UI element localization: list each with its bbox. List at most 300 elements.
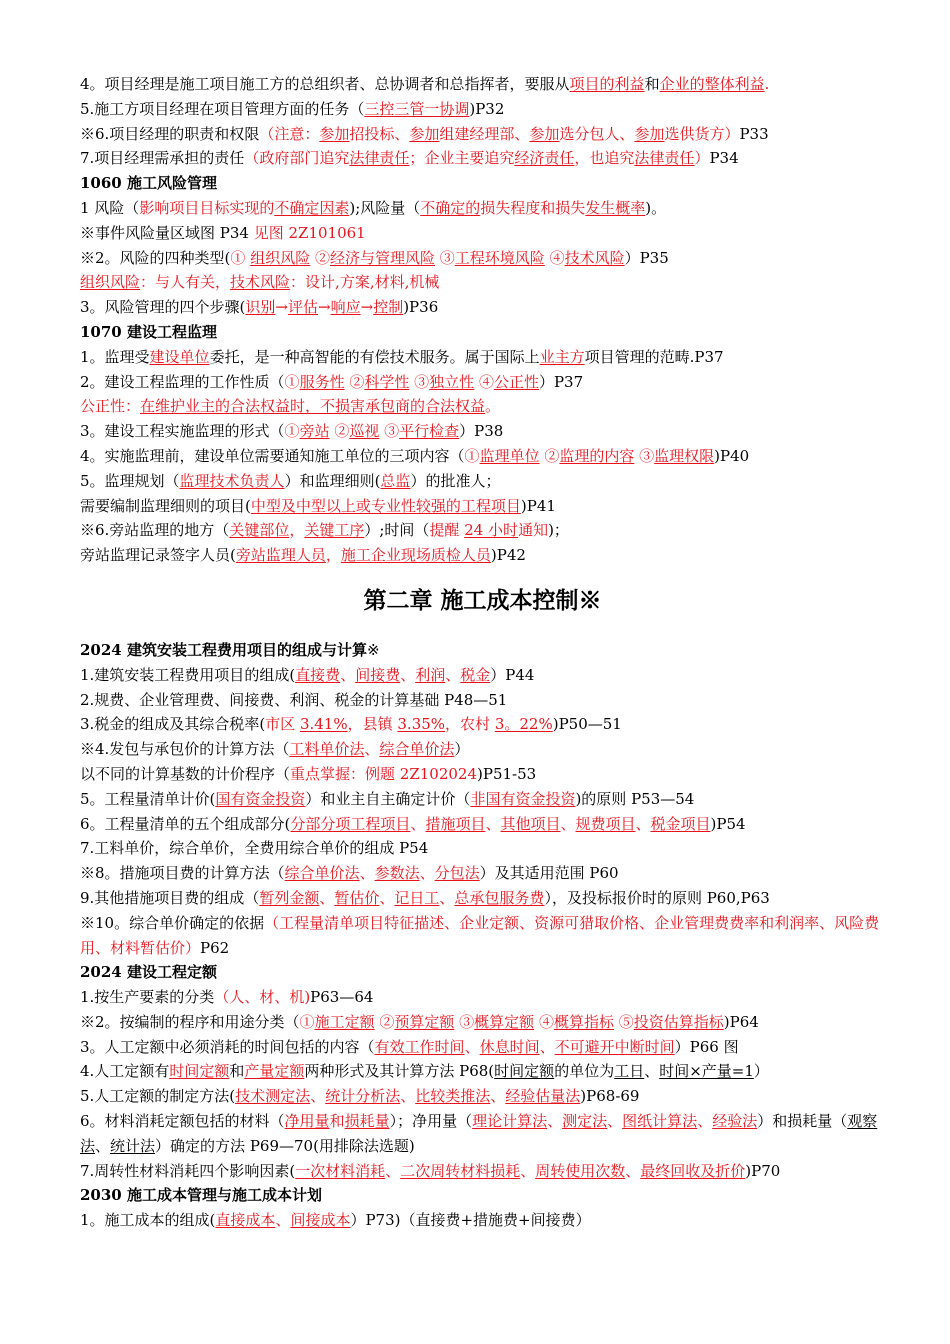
highlight-text: 综合单价法 bbox=[284, 864, 360, 883]
highlight-text: 技术风险 bbox=[564, 248, 625, 267]
text-segment: 4.人工定额有 bbox=[80, 1062, 170, 1081]
highlight-text: 、 bbox=[464, 1037, 480, 1056]
note-line bbox=[80, 1109, 885, 1159]
note-line bbox=[80, 221, 885, 246]
highlight-text: 评估 bbox=[288, 298, 319, 317]
highlight-text: 不确定因素 bbox=[274, 198, 350, 217]
highlight-text: ③ bbox=[409, 372, 430, 391]
highlight-text: ：与人有关， bbox=[140, 273, 231, 292]
note-line bbox=[80, 72, 885, 97]
heading-text: 2024 建设工程定额 bbox=[80, 963, 217, 982]
highlight-text: 重点掌握：例题 2Z102024 bbox=[290, 764, 478, 783]
section-heading bbox=[80, 320, 885, 345]
highlight-text: 技术测定法 bbox=[235, 1087, 311, 1106]
note-line bbox=[80, 543, 885, 568]
highlight-text: 3。22% bbox=[494, 715, 553, 734]
highlight-text: 通知 bbox=[518, 521, 549, 540]
highlight-text: 税金 bbox=[460, 665, 491, 684]
highlight-text: 、 bbox=[319, 888, 335, 907]
highlight-text: 公正性： bbox=[80, 397, 141, 416]
highlight-text: 、 bbox=[520, 1161, 536, 1180]
highlight-text: 损失程度和损失 bbox=[480, 198, 586, 217]
text-segment: 2.规费、企业管理费、间接费、利润、税金的计算基础 P48—51 bbox=[80, 690, 508, 709]
highlight-text: 、 bbox=[697, 1112, 713, 1131]
highlight-text: ② bbox=[329, 422, 350, 441]
highlight-text: 市区 bbox=[265, 715, 300, 734]
note-line bbox=[80, 663, 885, 688]
text-segment: )P32 bbox=[469, 99, 505, 118]
highlight-text: 间接费 bbox=[355, 665, 401, 684]
highlight-text: 组织风险 bbox=[80, 273, 141, 292]
text-segment: 和 bbox=[644, 75, 660, 93]
text-segment: 7.周转性材料消耗四个影响因素( bbox=[80, 1161, 296, 1180]
highlight-text: 总监 bbox=[380, 471, 411, 490]
highlight-text: ② bbox=[310, 248, 330, 267]
text-segment: )P36 bbox=[403, 298, 439, 317]
highlight-text: 休息时间 bbox=[479, 1037, 540, 1056]
text-segment: ※ bbox=[366, 640, 380, 659]
highlight-text: 措施项目 bbox=[425, 814, 486, 833]
section-heading bbox=[80, 1183, 885, 1208]
text-segment: P34 bbox=[709, 149, 739, 168]
text-segment: )P50—51 bbox=[552, 715, 622, 734]
heading-text: 2030 施工成本管理与施工成本计划 bbox=[80, 1186, 322, 1205]
section-heading bbox=[80, 171, 885, 196]
text-segment: ※6.旁站监理的地方（ bbox=[80, 521, 230, 540]
highlight-text: ④ bbox=[534, 1012, 554, 1031]
text-segment: 委托，是一种高智能的有偿技术服务。属于国际上 bbox=[209, 347, 540, 366]
text-segment: 1。施工成本的组成( bbox=[80, 1211, 216, 1230]
highlight-text: ① bbox=[284, 422, 300, 441]
text-segment: 7.工料单价，综合单价，全费用综合单价的组成 P54 bbox=[80, 839, 429, 858]
highlight-text: 直接成本 bbox=[215, 1211, 276, 1230]
text-segment: ）P66 图 bbox=[674, 1037, 739, 1056]
highlight-text: ② bbox=[539, 446, 560, 465]
highlight-text: 参数法 bbox=[374, 864, 420, 883]
highlight-text: ③ bbox=[435, 248, 455, 267]
highlight-text: 间接成本 bbox=[290, 1211, 351, 1230]
highlight-text: 非国有资金投资 bbox=[470, 789, 576, 808]
highlight-text: 、 bbox=[539, 1037, 555, 1056]
text-segment: 5.人工定额的制定方法( bbox=[80, 1087, 236, 1106]
document-page bbox=[80, 72, 885, 1233]
text-segment: ）确定的方法 P69—70(用排除法选题) bbox=[155, 1136, 415, 1155]
highlight-text: 综合单价法 bbox=[379, 740, 455, 759]
note-line bbox=[80, 246, 885, 271]
highlight-text: 利润 bbox=[415, 665, 446, 684]
highlight-text: 损耗量 bbox=[344, 1112, 390, 1131]
text-segment: ※4.发包与承包价的计算方法（ bbox=[80, 740, 290, 759]
highlight-text: ④ bbox=[544, 248, 565, 267]
highlight-text: 时间定额 bbox=[169, 1062, 230, 1081]
note-line bbox=[80, 196, 885, 221]
highlight-text: ② bbox=[344, 372, 365, 391]
text-segment: 6。材料消耗定额包括的材料（ bbox=[80, 1112, 285, 1131]
highlight-text: 旁站 bbox=[299, 422, 330, 441]
highlight-text: ：设计,方案,材料,机械 bbox=[290, 273, 440, 292]
highlight-text: 参加 bbox=[409, 124, 440, 143]
note-line bbox=[80, 836, 885, 861]
highlight-text: 、 bbox=[410, 814, 426, 833]
note-line bbox=[80, 712, 885, 737]
highlight-text: 、 bbox=[445, 665, 461, 684]
highlight-text: 、 bbox=[275, 1211, 291, 1230]
highlight-text: 经验法 bbox=[712, 1112, 758, 1131]
section-heading bbox=[80, 638, 885, 663]
text-segment: ）；净用量（ bbox=[389, 1112, 473, 1131]
highlight-text: ，也追究 bbox=[574, 149, 635, 168]
highlight-text: 比较类推法 bbox=[415, 1087, 491, 1106]
highlight-text: 响应 bbox=[330, 298, 361, 317]
text-segment: 5。监理规划（ bbox=[80, 471, 180, 490]
text-segment: ※2。按编制的程序和用途分类（ bbox=[80, 1012, 300, 1031]
highlight-text: 工程环境风险 bbox=[454, 248, 545, 267]
highlight-text: 施工定额 bbox=[314, 1012, 375, 1031]
highlight-text: 总承包服务费 bbox=[454, 888, 545, 907]
highlight-text: 、 bbox=[400, 665, 416, 684]
highlight-text: 统计分析法 bbox=[325, 1087, 401, 1106]
highlight-text: 、 bbox=[439, 888, 455, 907]
text-segment: 工日 bbox=[614, 1062, 645, 1081]
highlight-text: 识别 bbox=[245, 298, 276, 317]
text-segment: 旁站监理记录签字人员( bbox=[80, 546, 236, 565]
text-segment: 统计法 bbox=[110, 1136, 156, 1155]
highlight-text: ① bbox=[464, 446, 480, 465]
highlight-text: 监理权限 bbox=[654, 446, 715, 465]
highlight-text: 关键工序 bbox=[304, 521, 365, 540]
highlight-text: 一次材料消耗 bbox=[295, 1161, 386, 1180]
note-line bbox=[80, 518, 885, 543]
highlight-text: 3.41% bbox=[299, 715, 348, 734]
highlight-text: 3.35% bbox=[397, 715, 446, 734]
text-segment: )的原则 P53—54 bbox=[575, 789, 695, 808]
note-line bbox=[80, 146, 885, 171]
highlight-text: 、 bbox=[359, 864, 375, 883]
note-line bbox=[80, 419, 885, 444]
note-line bbox=[80, 394, 885, 419]
text-segment: 2。建设工程监理的工作性质（ bbox=[80, 372, 285, 391]
note-line bbox=[80, 886, 885, 911]
highlight-text: 分包法 bbox=[434, 864, 480, 883]
highlight-text: 国有资金投资 bbox=[215, 789, 306, 808]
highlight-text: 有效工作时间 bbox=[374, 1037, 465, 1056]
note-line bbox=[80, 762, 885, 787]
text-segment: ）P38 bbox=[459, 422, 504, 441]
highlight-text: ④ bbox=[474, 372, 494, 391]
highlight-text: 见图 2Z101061 bbox=[253, 223, 366, 242]
note-line bbox=[80, 444, 885, 469]
highlight-text: 、 bbox=[340, 665, 356, 684]
highlight-text: 组建经理部、 bbox=[439, 124, 530, 143]
text-segment: ）的批准人； bbox=[410, 471, 501, 490]
text-segment: ）P44 bbox=[490, 665, 535, 684]
highlight-text: ；企业主要追究 bbox=[409, 149, 515, 168]
text-segment: 观察法 bbox=[80, 1112, 878, 1155]
text-segment: ），及投标报价时的原则 P60,P63 bbox=[544, 888, 770, 907]
text-segment: 3。风险管理的四个步骤( bbox=[80, 298, 246, 317]
highlight-text: 经验估量法 bbox=[505, 1087, 581, 1106]
text-segment: 1。监理受 bbox=[80, 347, 150, 366]
text-segment: P33 bbox=[739, 124, 769, 143]
highlight-text: 预算定额 bbox=[394, 1012, 455, 1031]
note-line bbox=[80, 737, 885, 762]
highlight-text: 项目的利益 bbox=[569, 75, 645, 93]
highlight-text: 24 小时 bbox=[464, 521, 519, 540]
heading-text: 2024 建筑安装工程费用项目的组成与计算 bbox=[80, 640, 367, 659]
text-segment: ※6.项目经理的职责和权限 bbox=[80, 124, 260, 143]
highlight-text: 、 bbox=[364, 740, 380, 759]
highlight-text: 不确定的 bbox=[420, 198, 481, 217]
highlight-text: 暂列金额 bbox=[259, 888, 320, 907]
highlight-text: 提醒 bbox=[429, 521, 465, 540]
highlight-text: 参加 bbox=[634, 124, 665, 143]
highlight-text: 、 bbox=[400, 1087, 416, 1106]
highlight-text: → bbox=[275, 298, 288, 317]
highlight-text: → bbox=[318, 298, 331, 317]
note-line bbox=[80, 295, 885, 320]
highlight-text: 、 bbox=[419, 864, 435, 883]
text-segment: ）和监理细则( bbox=[284, 471, 381, 490]
highlight-text: 税金项目 bbox=[650, 814, 711, 833]
note-line bbox=[80, 270, 885, 295]
text-segment: ）;时间（ bbox=[364, 521, 430, 540]
highlight-text: 、 bbox=[635, 814, 651, 833]
text-segment: )P41 bbox=[520, 496, 556, 515]
highlight-text: 、 bbox=[485, 814, 501, 833]
text-segment: ※事件风险量区域图 P34 bbox=[80, 223, 254, 242]
highlight-text: 巡视 bbox=[349, 422, 380, 441]
highlight-text: 。 bbox=[485, 397, 501, 416]
highlight-text: 技术风险 bbox=[230, 273, 291, 292]
note-line bbox=[80, 97, 885, 122]
text-segment: 1.按生产要素的分类 bbox=[80, 988, 215, 1007]
highlight-text: 中型及中型以上或专业性较强的工程项目 bbox=[250, 496, 521, 515]
highlight-text: ③ bbox=[454, 1012, 475, 1031]
text-segment: ）P73)（直接费+措施费+间接费） bbox=[350, 1211, 591, 1230]
highlight-text: 其他项目 bbox=[500, 814, 561, 833]
highlight-text: 投资估算指标 bbox=[633, 1012, 724, 1031]
text-segment: ）P37 bbox=[538, 372, 584, 391]
highlight-text: 监理单位 bbox=[479, 446, 540, 465]
text-segment: 5。工程量清单计价( bbox=[80, 789, 216, 808]
text-segment: 项目管理的范畴.P37 bbox=[584, 347, 724, 366]
highlight-text: 工料单价法 bbox=[289, 740, 365, 759]
highlight-text: 概算定额 bbox=[474, 1012, 535, 1031]
highlight-text: 服务性 bbox=[299, 372, 345, 391]
highlight-text: 分部分项工程项目 bbox=[290, 814, 411, 833]
chapter-two-section bbox=[80, 638, 885, 1233]
highlight-text: 、 bbox=[607, 1112, 623, 1131]
text-segment: ）和损耗量（ bbox=[757, 1112, 848, 1131]
highlight-text: 招投标、 bbox=[349, 124, 410, 143]
highlight-text: （注意： bbox=[259, 124, 320, 143]
highlight-text: 法律责任 bbox=[634, 149, 695, 168]
text-segment: 9.其他措施项目费的组成（ bbox=[80, 888, 260, 907]
text-segment: )； bbox=[548, 521, 569, 540]
highlight-text: 独立性 bbox=[429, 372, 475, 391]
text-segment: )P51-53 bbox=[477, 764, 537, 783]
highlight-text: （工程量清单项目特征描述、企业定额、资源可猎取价格、企业管理费费率和利润率、风险费用、材料暂估价） bbox=[80, 913, 880, 957]
text-segment: 以不同的计算基数的计价程序（ bbox=[80, 764, 291, 783]
highlight-text: ⑤ bbox=[613, 1012, 634, 1031]
text-segment: 需要编制监理细则的项目( bbox=[80, 496, 251, 515]
highlight-text: ，农村 bbox=[445, 715, 495, 734]
chapter-one-section bbox=[80, 72, 885, 568]
highlight-text: 暂估价 bbox=[334, 888, 380, 907]
note-line bbox=[80, 985, 885, 1010]
text-segment: ） bbox=[454, 740, 470, 759]
highlight-text: ， bbox=[289, 521, 305, 540]
highlight-text: 影响项目目标实现的 bbox=[139, 198, 275, 217]
text-segment: ※2。风险的四种类型( bbox=[80, 248, 231, 267]
highlight-text: 图纸计算法 bbox=[622, 1112, 698, 1131]
highlight-text: 建设单位 bbox=[149, 347, 210, 366]
highlight-text: 、 bbox=[385, 1161, 401, 1180]
chapter-title: 第二章 施工成本控制※ bbox=[363, 586, 602, 614]
highlight-text: ① bbox=[284, 372, 300, 391]
highlight-text: （政府部门追究 bbox=[244, 149, 350, 168]
highlight-text: 周转使用次数 bbox=[535, 1161, 626, 1180]
text-segment: ） bbox=[753, 1062, 769, 1081]
highlight-text: 监理的内容 bbox=[559, 446, 635, 465]
highlight-text: 、 bbox=[379, 888, 395, 907]
highlight-text: 规费项目 bbox=[575, 814, 636, 833]
text-segment: 时间×产量=1 bbox=[659, 1062, 754, 1081]
text-segment: 4。项目经理是施工项目施工方的总组织者、总协调者和总指挥者，要服从 bbox=[80, 75, 570, 93]
text-segment: )P68-69 bbox=[580, 1087, 640, 1106]
text-segment: ）P35 bbox=[624, 248, 669, 267]
highlight-text: 、 bbox=[490, 1087, 506, 1106]
highlight-text: 选分包人、 bbox=[559, 124, 635, 143]
note-line bbox=[80, 911, 885, 961]
text-segment: 7.项目经理需承担的责任 bbox=[80, 149, 245, 168]
text-segment: P62 bbox=[200, 938, 230, 957]
highlight-text: 参加 bbox=[529, 124, 560, 143]
note-line bbox=[80, 1208, 885, 1233]
text-segment: ）和业主自主确定计价（ bbox=[305, 789, 471, 808]
text-segment: )P40 bbox=[714, 446, 750, 465]
text-segment: 6。工程量清单的五个组成部分( bbox=[80, 814, 291, 833]
highlight-text: 业主方 bbox=[539, 347, 585, 366]
highlight-text: 净用量 bbox=[284, 1112, 330, 1131]
text-segment: ）及其适用范围 P60 bbox=[479, 864, 619, 883]
text-segment: ※10。综合单价确定的依据 bbox=[80, 913, 265, 932]
highlight-text: ③ bbox=[634, 446, 655, 465]
note-line bbox=[80, 494, 885, 519]
highlight-text: 科学性 bbox=[364, 372, 410, 391]
text-segment: 时间定额 bbox=[494, 1062, 555, 1081]
highlight-text: . bbox=[764, 75, 770, 93]
note-line bbox=[80, 1059, 885, 1084]
highlight-text: 参加 bbox=[319, 124, 350, 143]
highlight-text: ① bbox=[230, 248, 251, 267]
text-segment: 5.施工方项目经理在项目管理方面的任务（ bbox=[80, 99, 365, 118]
highlight-text: 监理技术负责人 bbox=[179, 471, 285, 490]
highlight-text: 施工企业现场质检人员 bbox=[340, 546, 491, 565]
note-line bbox=[80, 370, 885, 395]
note-line bbox=[80, 812, 885, 837]
highlight-text: → bbox=[360, 298, 374, 317]
text-segment: P63—64 bbox=[310, 988, 374, 1007]
highlight-text: 概算指标 bbox=[553, 1012, 614, 1031]
highlight-text: 理论计算法 bbox=[472, 1112, 548, 1131]
highlight-text: ① bbox=[299, 1012, 315, 1031]
highlight-text: ② bbox=[374, 1012, 395, 1031]
highlight-text: 最终回收及折价 bbox=[640, 1161, 746, 1180]
highlight-text: ） bbox=[694, 149, 710, 168]
highlight-text: 经济责任 bbox=[514, 149, 575, 168]
highlight-text: 记日工 bbox=[394, 888, 440, 907]
text-segment: ※8。措施项目费的计算方法（ bbox=[80, 864, 285, 883]
note-line bbox=[80, 345, 885, 370]
highlight-text: 三控三管一协调 bbox=[364, 99, 470, 118]
highlight-text: 旁站监理人员 bbox=[235, 546, 326, 565]
text-segment: 两种形式及其计算方法 P68( bbox=[304, 1062, 495, 1081]
highlight-text: 二次周转材料损耗 bbox=[400, 1161, 521, 1180]
note-line bbox=[80, 1084, 885, 1109]
highlight-text: 和 bbox=[329, 1112, 345, 1131]
note-line bbox=[80, 1035, 885, 1060]
note-line bbox=[80, 122, 885, 147]
text-segment: 3.税金的组成及其综合税率( bbox=[80, 715, 266, 734]
highlight-text: 、 bbox=[310, 1087, 326, 1106]
highlight-text: ，县镇 bbox=[347, 715, 398, 734]
highlight-text: 发生概率 bbox=[585, 198, 646, 217]
text-segment: 和 bbox=[229, 1062, 245, 1081]
highlight-text: 、 bbox=[625, 1161, 641, 1180]
text-segment: 3。建设工程实施监理的形式（ bbox=[80, 422, 285, 441]
highlight-text: 平行检查 bbox=[399, 422, 460, 441]
text-segment: )P70 bbox=[745, 1161, 781, 1180]
highlight-text: 、 bbox=[560, 814, 576, 833]
highlight-text: 产量定额 bbox=[244, 1062, 305, 1081]
highlight-text: 企业的整体利益 bbox=[659, 75, 765, 93]
highlight-text: 选供货方） bbox=[664, 124, 740, 143]
text-segment: )P42 bbox=[490, 546, 526, 565]
highlight-text: 公正性 bbox=[493, 372, 539, 391]
text-segment: 3。人工定额中必须消耗的时间包括的内容（ bbox=[80, 1037, 375, 1056]
note-line bbox=[80, 1159, 885, 1184]
note-line bbox=[80, 787, 885, 812]
note-line bbox=[80, 1010, 885, 1035]
highlight-text: 测定法 bbox=[562, 1112, 608, 1131]
text-segment: )P64 bbox=[723, 1012, 759, 1031]
note-line bbox=[80, 469, 885, 494]
highlight-text: 控制 bbox=[373, 298, 404, 317]
text-segment: 的单位为 bbox=[554, 1062, 615, 1081]
highlight-text: ③ bbox=[379, 422, 400, 441]
highlight-text: 组织风险 bbox=[250, 248, 311, 267]
highlight-text: 不可避开中断时间 bbox=[554, 1037, 675, 1056]
highlight-text: 、 bbox=[547, 1112, 563, 1131]
text-segment: 4。实施监理前，建设单位需要通知施工单位的三项内容（ bbox=[80, 446, 465, 465]
note-line bbox=[80, 861, 885, 886]
highlight-text: 经济与管理风险 bbox=[329, 248, 435, 267]
text-segment: );风险量（ bbox=[349, 198, 421, 217]
section-heading bbox=[80, 960, 885, 985]
text-segment: 、 bbox=[644, 1062, 660, 1081]
text-segment: 、 bbox=[95, 1136, 111, 1155]
heading-text: 1070 建设工程监理 bbox=[80, 322, 217, 341]
text-segment: 1.建筑安装工程费用项目的组成( bbox=[80, 665, 296, 684]
highlight-text: 关键部位 bbox=[229, 521, 290, 540]
highlight-text: 法律责任 bbox=[349, 149, 410, 168]
text-segment: )P54 bbox=[710, 814, 746, 833]
note-line bbox=[80, 688, 885, 713]
highlight-text: （人、材、机) bbox=[214, 988, 311, 1007]
highlight-text: ， bbox=[325, 546, 341, 565]
highlight-text: 直接费 bbox=[295, 665, 341, 684]
